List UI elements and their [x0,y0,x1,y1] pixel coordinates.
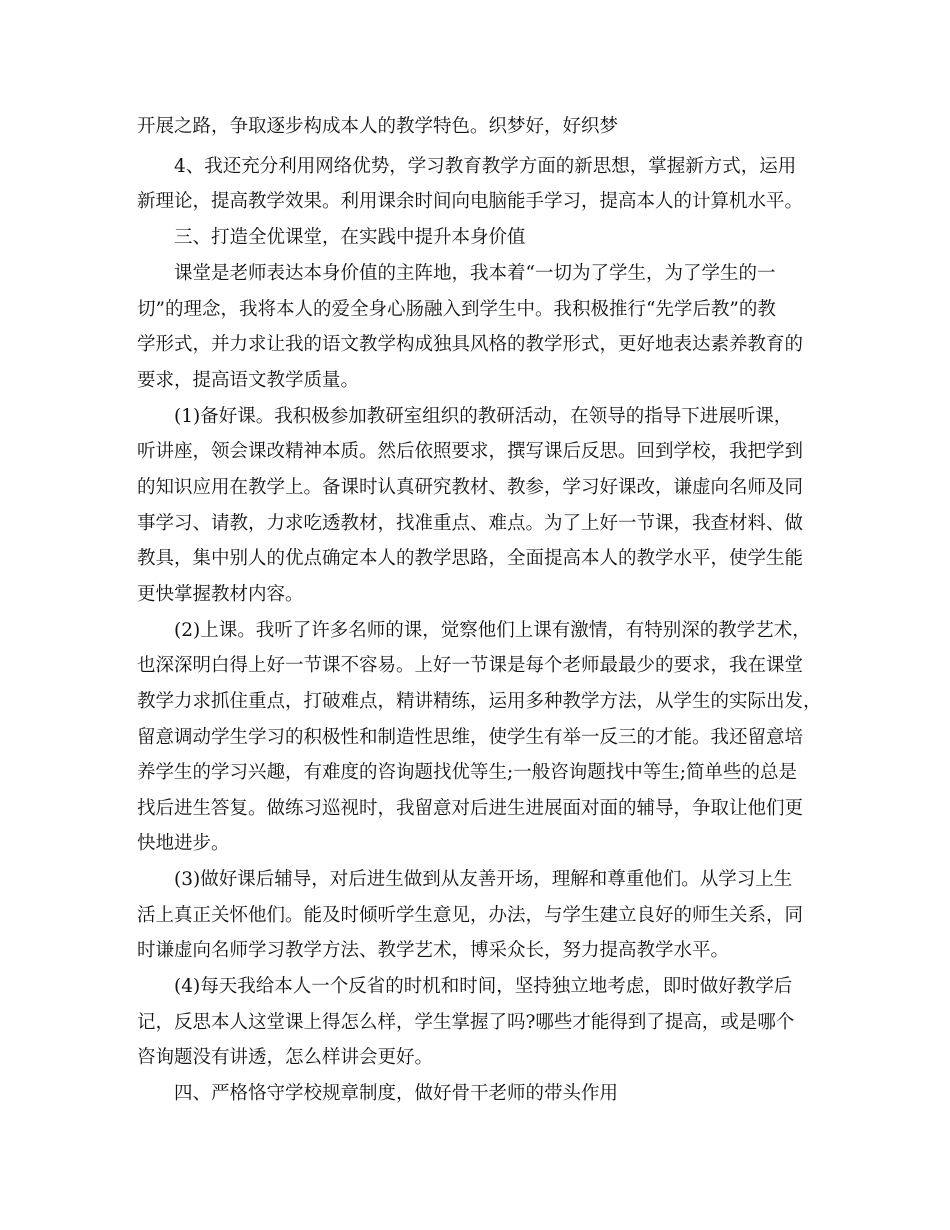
text-line: (3)做好课后辅导，对后进生做到从友善开场，理解和尊重他们。从学习上生 [174,869,793,890]
text-line: 要求，提高语文教学质量。 [137,370,360,391]
text-line: 快地进步。 [137,833,230,854]
text-line: 学形式，并力求让我的语文教学构成独具风格的教学形式，更好地表达素养教育的 [137,334,804,355]
text-line: 教具，集中别人的优点确定本人的教学思路，全面提高本人的教学水平，使学生能 [137,548,804,569]
text-line: 切”的理念，我将本人的爱全身心肠融入到学生中。我积极推行“先学后教”的教 [137,299,776,320]
text-line: 活上真正关怀他们。能及时倾听学生意见，办法，与学生建立良好的师生关系，同 [137,905,804,926]
text-line: (1)备好课。我积极参加教研室组织的教研活动，在领导的指导下进展听课， [174,406,793,427]
text-line: (2)上课。我听了许多名师的课，觉察他们上课有激情，有特别深的教学艺术， [174,620,811,641]
text-line: 咨询题没有讲透，怎么样讲会更好。 [137,1047,434,1068]
text-line: 开展之路，争取逐步构成本人的教学特色。织梦好，好织梦 [137,116,619,137]
text-line: 留意调动学生学习的积极性和制造性思维，使学生有举一反三的才能。我还留意培 [137,727,804,748]
text-line: 新理论，提高教学效果。利用课余时间向电脑能手学习，提高本人的计算机水平。 [137,191,804,212]
text-line: 记，反思本人这堂课上得怎么样，学生掌握了吗?哪些才能得到了提高，或是哪个 [137,1012,795,1033]
section-heading: 四、严格恪守学校规章制度，做好骨干老师的带头作用 [174,1083,619,1104]
text-line: 时谦虚向名师学习教学方法、教学艺术，博采众长，努力提高教学水平。 [137,940,730,961]
text-line: 事学习、请教，力求吃透教材，找准重点、难点。为了上好一节课，我查材料、做 [137,513,804,534]
text-line: 养学生的学习兴趣，有难度的咨询题找优等生;一般咨询题找中等生;简单些的总是 [137,762,797,783]
text-line: 也深深明白得上好一节课不容易。上好一节课是每个老师最最少的要求，我在课堂 [137,655,804,676]
text-line: 的知识应用在教学上。备课时认真研究教材、教参，学习好课改，谦虚向名师及同 [137,477,804,498]
text-line: 找后进生答复。做练习巡视时，我留意对后进生进展面对面的辅导，争取让他们更 [137,798,804,819]
text-line: 更快掌握教材内容。 [137,584,304,605]
text-line: (4)每天我给本人一个反省的时机和时间，坚持独立地考虑，即时做好教学后 [174,976,793,997]
text-line: 听讲座，领会课改精神本质。然后依照要求，撰写课后反思。回到学校，我把学到 [137,441,804,462]
text-line: 教学力求抓住重点，打破难点，精讲精练，运用多种教学方法，从学生的实际出发， [137,691,822,712]
section-heading: 三、打造全优课堂，在实践中提升本身价值 [174,227,526,248]
text-line: 课堂是老师表达本身价值的主阵地，我本着“一切为了学生，为了学生的一 [174,263,776,284]
text-line: 4、我还充分利用网络优势，学习教育教学方面的新思想，掌握新方式，运用 [174,156,797,177]
